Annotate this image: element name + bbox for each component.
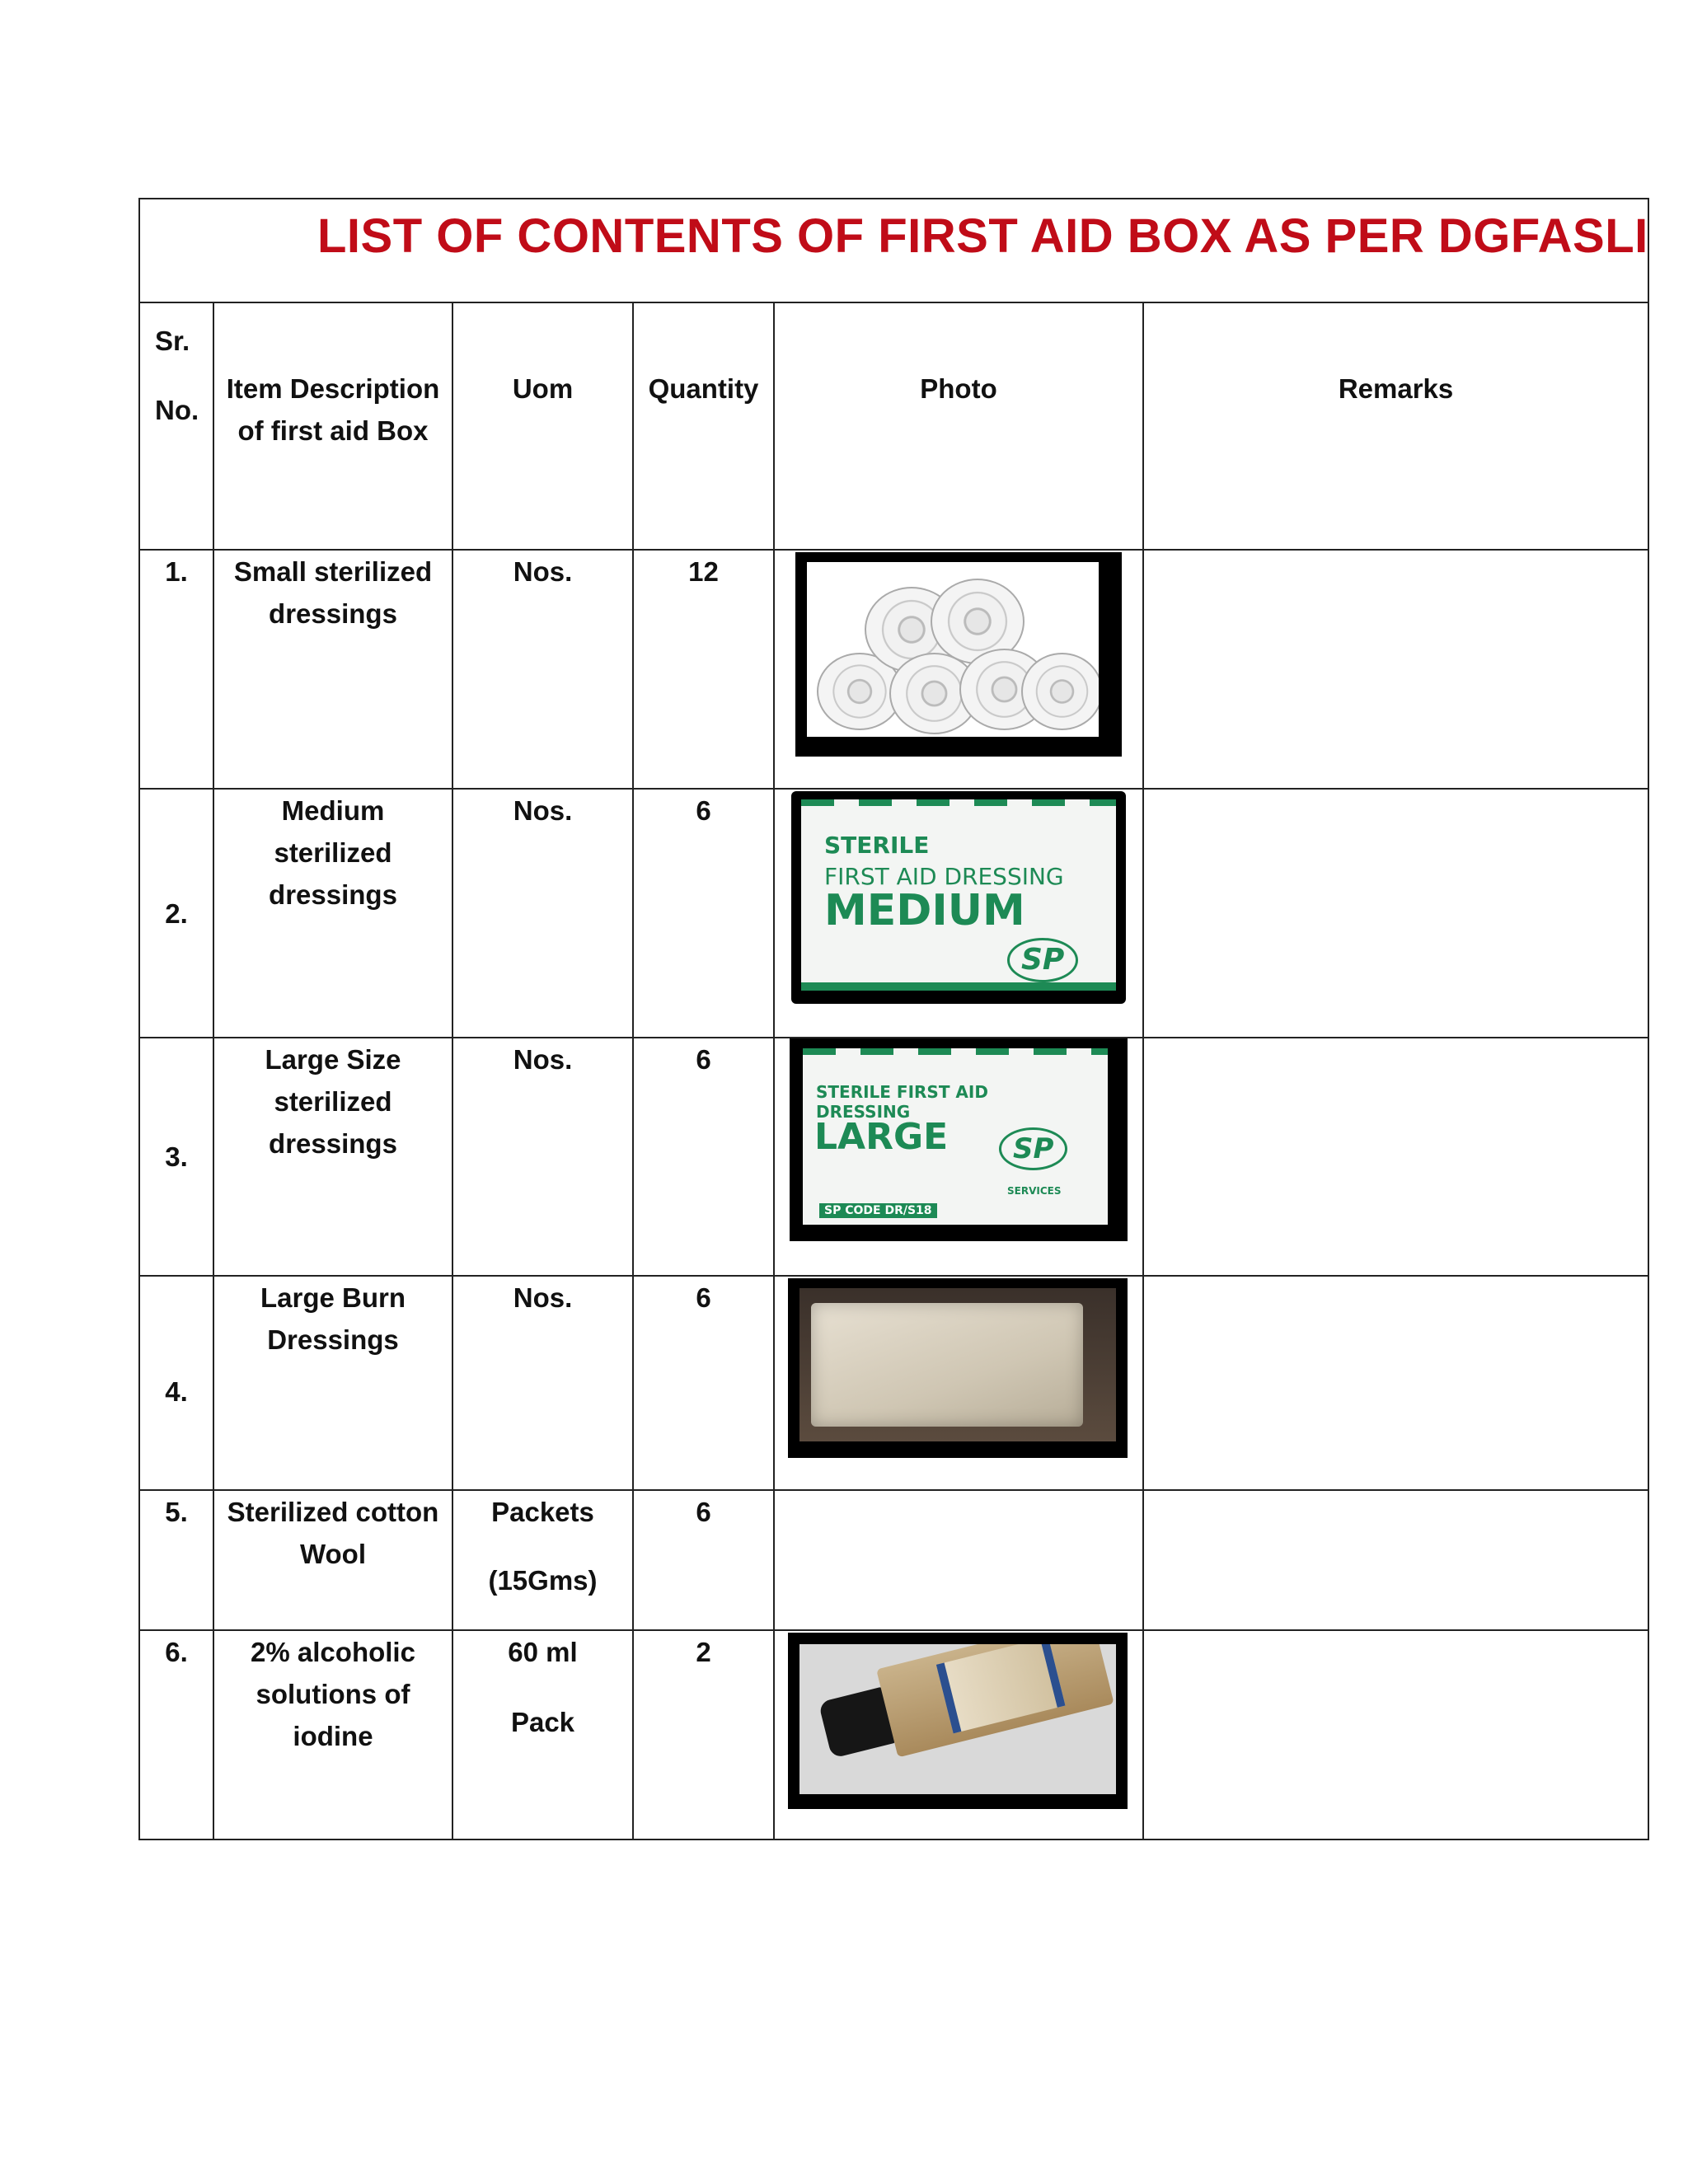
page-title: LIST OF CONTENTS OF FIRST AID BOX AS PER DGFASLI [317,209,1648,263]
row-item-description [213,1276,452,1490]
row-remarks [1143,789,1648,1038]
first-aid-contents-table [138,198,1649,1840]
iodine-bottle [812,1644,1108,1774]
row-uom [452,1490,633,1630]
row-item-description [213,789,452,1038]
row-photo [774,1630,1143,1840]
pack-stripe [803,1048,1108,1055]
uom-line: Nos. [513,1044,573,1075]
header-quantity [633,302,774,550]
row-uom [452,1038,633,1276]
sp-logo: SP [999,1127,1067,1170]
item-line: dressings [269,598,397,629]
row-uom [452,789,633,1038]
item-line: Medium [281,795,385,826]
row-item-description [213,1490,452,1630]
row-quantity: 6 [633,1490,774,1630]
title-cell [139,199,1648,302]
pack-code: SP CODE DR/S18 [819,1203,937,1218]
header-remarks-label: Remarks [1338,373,1454,404]
row-uom [452,1276,633,1490]
item-line: iodine [293,1721,373,1751]
row-photo [774,1490,1143,1630]
row-item-description [213,550,452,789]
table-row [139,550,1648,789]
header-photo-label: Photo [920,373,997,404]
row-remarks [1143,1490,1648,1630]
photo-large-dressing [790,1038,1128,1241]
pack-label-sterile-first-aid: STERILE FIRST AID [816,1082,988,1102]
row-remarks [1143,550,1648,789]
pack-label-medium: MEDIUM [824,886,1025,935]
photo-iodine-bottle-bg [799,1644,1116,1794]
table-row [139,1276,1648,1490]
pack-label-dressing: DRESSING [816,1102,911,1122]
row-quantity: 6 [633,1038,774,1276]
photo-iodine-bottle [788,1633,1128,1809]
header-sr-line2: No. [155,395,199,425]
header-item-line1: Item Description [226,373,440,404]
row-photo [774,1276,1143,1490]
uom-line: 60 ml [508,1637,578,1667]
item-line: Large Size [265,1044,401,1075]
header-uom-label: Uom [512,373,574,404]
pack-label-large: LARGE [814,1116,949,1158]
table-row [139,789,1648,1038]
sr-value: 2. [165,898,188,929]
row-item-description [213,1038,452,1276]
header-quantity-label: Quantity [648,373,759,404]
row-remarks [1143,1630,1648,1840]
item-line: dressings [269,879,397,910]
header-remarks [1143,302,1648,550]
row-photo [774,789,1143,1038]
sp-logo-sub: SERVICES [1007,1185,1062,1197]
photo-bandage-rolls [795,552,1122,757]
row-uom [452,1630,633,1840]
uom-line: (15Gms) [488,1565,598,1596]
header-photo [774,302,1143,550]
row-quantity: 6 [633,789,774,1038]
row-remarks [1143,1276,1648,1490]
photo-burn-dressing-bg [799,1288,1116,1441]
pack-bottom-band [801,982,1116,991]
sp-logo: SP [1007,938,1078,982]
row-sr-no [139,789,213,1038]
row-quantity: 12 [633,550,774,789]
uom-line: Nos. [513,795,573,826]
item-line: Wool [299,1539,367,1569]
sr-value: 4. [165,1376,188,1407]
item-line: Small sterilized [233,556,433,587]
item-line: Sterilized cotton [227,1497,439,1527]
item-line: sterilized [274,1086,392,1117]
photo-medium-dressing-pack [801,799,1116,991]
row-quantity: 2 [633,1630,774,1840]
item-line: solutions of [256,1679,410,1709]
sr-value: 3. [165,1141,188,1172]
row-remarks [1143,1038,1648,1276]
header-item-line2: of first aid Box [237,415,429,446]
photo-medium-dressing [791,791,1126,1004]
table-row [139,1038,1648,1276]
pack-label-sterile: STERILE [824,832,930,859]
row-photo [774,550,1143,789]
item-line: Large Burn [260,1282,406,1313]
uom-line: Nos. [513,1282,573,1313]
row-sr-no: 5. [139,1490,213,1630]
pack-stripe [801,799,1116,806]
row-sr-no [139,1276,213,1490]
table-row [139,1630,1648,1840]
header-sr-line1: Sr. [155,326,190,356]
uom-line: Nos. [513,556,573,587]
row-sr-no: 6. [139,1630,213,1840]
uom-line: Pack [510,1707,575,1737]
photo-burn-dressing [788,1278,1128,1458]
item-line: Dressings [267,1324,399,1355]
burn-dressing-pack [811,1303,1083,1427]
photo-bandage-rolls-bg [807,562,1099,737]
row-uom [452,550,633,789]
row-sr-no: 1. [139,550,213,789]
item-line: dressings [269,1128,397,1159]
row-sr-no [139,1038,213,1276]
header-uom [452,302,633,550]
photo-large-dressing-pack [803,1048,1108,1225]
row-photo [774,1038,1143,1276]
pack-label-first-aid: FIRST AID DRESSING [824,863,1064,890]
bandage-roll [1021,653,1099,730]
table-row [139,1490,1648,1630]
row-quantity: 6 [633,1276,774,1490]
item-line: 2% alcoholic [251,1637,415,1667]
header-item-description [213,302,452,550]
row-item-description [213,1630,452,1840]
item-line: sterilized [274,837,392,868]
header-row [139,302,1648,550]
uom-line: Packets [491,1497,594,1527]
header-sr-no [139,302,213,550]
